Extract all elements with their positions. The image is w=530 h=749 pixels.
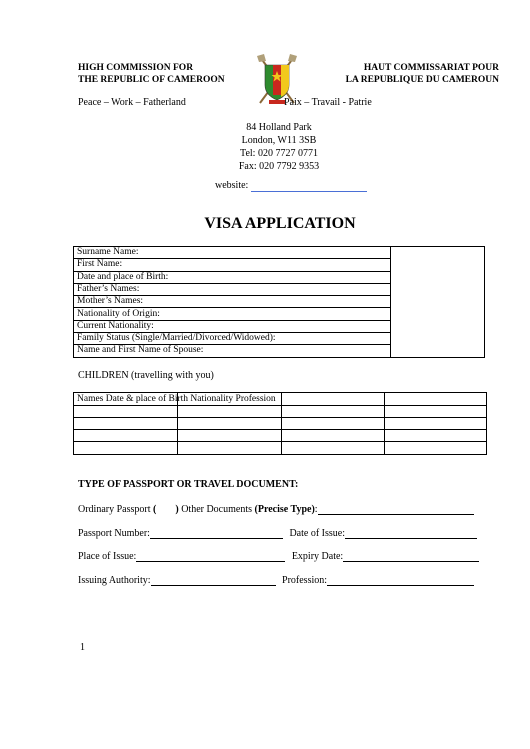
row-divider [74, 417, 486, 418]
row-divider [74, 429, 486, 430]
address-line2: London, W11 3SB [241, 135, 317, 146]
page-number: 1 [80, 642, 85, 653]
passport-type-row [78, 504, 474, 515]
date-of-issue-field[interactable] [345, 528, 477, 539]
paren-close: ) [175, 504, 179, 515]
info-row-nationality-origin[interactable]: Nationality of Origin: [74, 309, 390, 321]
address-tel: Tel: 020 7727 0771 [240, 148, 318, 159]
header-right-line2: LA REPUBLIQUE DU CAMEROUN [345, 75, 499, 85]
issuing-authority-field[interactable] [151, 575, 276, 586]
expiry-date-field[interactable] [343, 551, 479, 562]
website-label: website: [215, 180, 249, 191]
header-left-line2: THE REPUBLIC OF CAMEROON [78, 75, 225, 85]
col-divider [384, 393, 385, 454]
ordinary-passport-label: Ordinary Passport [78, 504, 151, 515]
info-row-first-name[interactable]: First Name: [74, 259, 390, 271]
precise-type-label: (Precise Type) [254, 504, 315, 515]
info-row-current-nationality[interactable]: Current Nationality: [74, 321, 390, 333]
header-left-line1: HIGH COMMISSION FOR [78, 63, 194, 73]
profession-label: Profession: [282, 575, 328, 586]
header-right-line1: HAUT COMMISSARIAT POUR [363, 63, 499, 73]
date-of-issue-label: Date of Issue: [289, 528, 345, 539]
row-divider [74, 405, 486, 406]
page-title: VISA APPLICATION [204, 215, 356, 232]
col-divider [281, 393, 282, 454]
children-heading: CHILDREN (travelling with you) [78, 370, 214, 381]
passport-number-row [78, 528, 477, 539]
address-block [180, 121, 378, 173]
place-of-issue-field[interactable] [136, 551, 285, 562]
info-row-family-status[interactable]: Family Status (Single/Married/Divorced/Widowed): [74, 333, 390, 345]
other-documents-label: Other Documents [181, 504, 253, 515]
issuing-authority-label: Issuing Authority: [78, 575, 151, 586]
header-right [334, 62, 499, 86]
children-table-header: Names Date & place of Birth Nationality Profession [77, 394, 276, 404]
header-left [78, 62, 225, 86]
other-documents-field[interactable] [318, 504, 474, 515]
children-table [73, 392, 487, 455]
info-row-spouse[interactable]: Name and First Name of Spouse: [77, 345, 204, 356]
motto-french: Paix – Travail - Patrie [284, 97, 372, 108]
paren-open: ( [153, 504, 157, 515]
precise-type-colon: : [314, 504, 318, 515]
profession-field[interactable] [327, 575, 474, 586]
place-of-issue-row [78, 551, 479, 562]
address-line1: 84 Holland Park [246, 122, 312, 133]
passport-number-field[interactable] [150, 528, 283, 539]
address-fax: Fax: 020 7792 9353 [238, 161, 320, 172]
passport-heading: TYPE OF PASSPORT OR TRAVEL DOCUMENT: [78, 479, 299, 490]
issuing-authority-row [78, 575, 474, 586]
website-row [215, 180, 367, 192]
photo-box [390, 247, 391, 357]
place-of-issue-label: Place of Issue: [78, 551, 137, 562]
motto-english: Peace – Work – Fatherland [78, 97, 186, 108]
passport-number-label: Passport Number: [78, 528, 150, 539]
expiry-date-label: Expiry Date: [291, 551, 344, 562]
col-divider [177, 393, 178, 454]
info-row-mother[interactable]: Mother’s Names: [74, 296, 390, 308]
info-row-father[interactable]: Father’s Names: [74, 284, 390, 296]
website-link[interactable] [251, 181, 367, 192]
row-divider [74, 441, 486, 442]
info-row-surname[interactable]: Surname Name: [74, 247, 390, 259]
applicant-info-table [73, 246, 485, 358]
info-row-birth[interactable]: Date and place of Birth: [74, 272, 390, 284]
